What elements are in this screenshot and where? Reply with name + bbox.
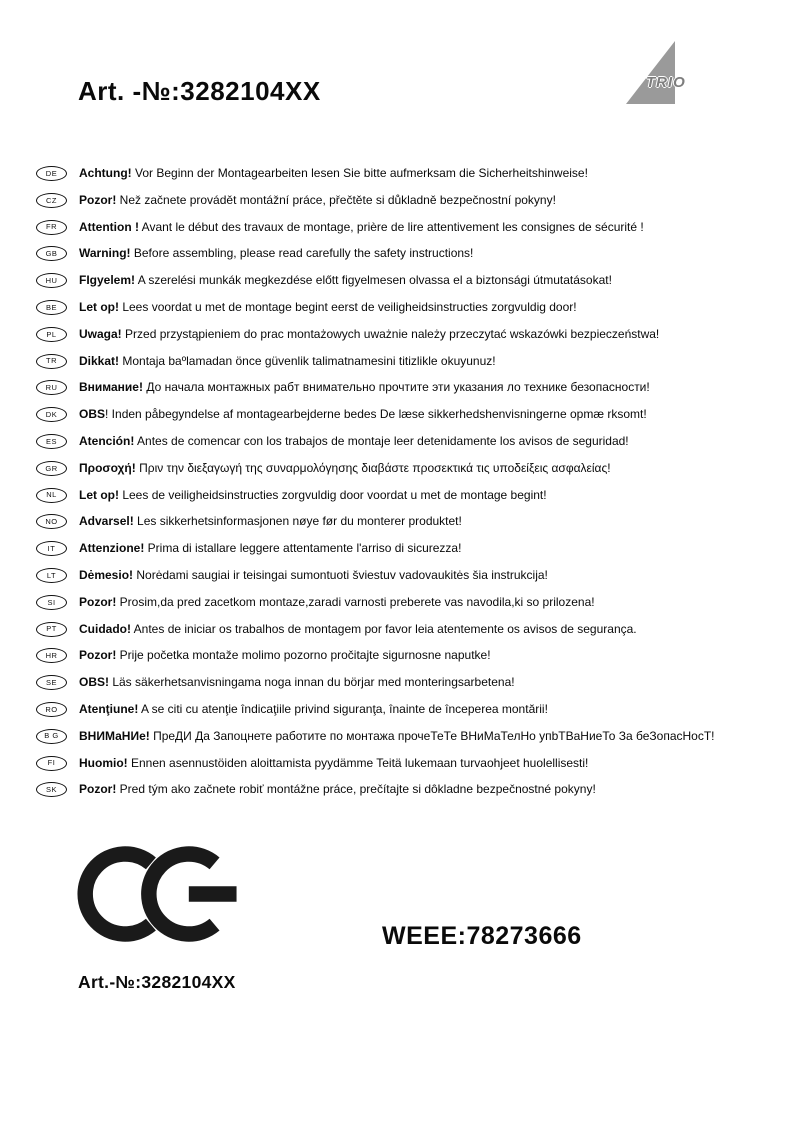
warning-lead-word: OBS — [79, 407, 106, 422]
warning-text — [79, 648, 491, 662]
trio-logo-triangle-icon — [618, 38, 718, 108]
warning-lead-word: Pozor! — [79, 594, 117, 609]
warning-text — [79, 193, 556, 207]
language-code-label: DK — [45, 409, 58, 419]
language-code-label: RU — [45, 383, 58, 393]
language-code-badge — [36, 300, 67, 315]
warning-text — [79, 407, 647, 421]
warning-body-text: Πριν την διεξαγωγή της συναρμολόγησης διαβάστε προσεκτικά τις υποδείξεις ασφαλείας! — [135, 460, 611, 475]
warning-body-text: Norėdami saugiai ir teisingai sumontuoti šviestuv vadovaukitės šia instrukcija! — [133, 567, 548, 582]
language-code-badge — [36, 327, 67, 342]
language-code-label: PT — [46, 624, 57, 634]
warning-lead-word: Attenzione! — [79, 541, 145, 556]
warning-row — [36, 354, 776, 369]
warning-lead-word: OBS! — [79, 675, 109, 690]
warning-body-text: ПреДИ Да Запоцнете работите по монтажа прочеТеТе ВНиМаТелНо упbТВаНиеТо За беЗопасНосТ! — [149, 728, 715, 743]
warning-text — [79, 595, 595, 609]
warning-row — [36, 675, 776, 690]
warning-body-text: Antes de iniciar os trabalhos de montagem por favor leia atentemente os avisos de segurança. — [131, 621, 637, 636]
language-code-label: IT — [47, 543, 56, 553]
language-code-label: B G — [44, 731, 59, 741]
warning-body-text: A se citi cu atenţie îndicaţiile privind siguranţa, înainte de începerea montării! — [138, 701, 548, 716]
warning-row — [36, 166, 776, 181]
warning-lead-word: Let op! — [79, 299, 119, 314]
warning-row — [36, 568, 776, 583]
warning-body-text: Ennen asennustöiden aloittamista pyydämme Teitä lukemaan turvaohjeet huolellisesti! — [127, 755, 589, 770]
language-code-label: HR — [45, 651, 58, 661]
warning-text — [79, 273, 612, 287]
warning-text — [79, 675, 515, 689]
warning-row — [36, 461, 776, 476]
language-code-badge — [36, 220, 67, 235]
warning-text — [79, 568, 548, 582]
trio-logo — [618, 38, 718, 108]
language-code-label: DE — [45, 168, 58, 178]
warning-body-text: Before assembling, please read carefully the safety instructions! — [130, 246, 474, 261]
weee-number: WEEE:78273666 — [382, 922, 582, 950]
language-code-label: SE — [45, 677, 57, 687]
warning-body-text: Przed przystąpieniem do prac montażowych uważnie należy przeczytać wskazówki bezpieczeństwa! — [121, 326, 660, 341]
warning-lead-word: Advarsel! — [79, 514, 134, 529]
warning-text — [79, 702, 548, 716]
warning-body-text: Montaja baºlamadan önce güvenlik talimatnamesini titizlikle okuyunuz! — [119, 353, 496, 368]
warning-text — [79, 461, 611, 475]
language-code-badge — [36, 461, 67, 476]
language-code-badge — [36, 380, 67, 395]
language-code-label: SK — [45, 785, 57, 795]
warning-text — [79, 541, 461, 555]
warning-body-text: Lees voordat u met de montage begint eerst de veiligheidsinstructies zorgvuldig door! — [119, 299, 577, 314]
warning-text — [79, 327, 659, 341]
language-code-label: TR — [46, 356, 57, 366]
warning-lead-word: Pozor! — [79, 648, 117, 663]
warning-text — [79, 434, 629, 448]
warning-body-text: Prosim,da pred zacetkom montaze,zaradi varnosti preberete vas navodila,ki so prilozena! — [116, 594, 595, 609]
warning-body-text: Než začnete provádět montážní práce, přečtěte si důkladně bezpečnostní pokyny! — [116, 192, 556, 207]
warning-text — [79, 300, 577, 314]
warning-row — [36, 246, 776, 261]
language-code-label: NO — [45, 517, 58, 527]
language-code-label: ES — [45, 436, 57, 446]
page-title-article-number: Art. -№:3282104XX — [78, 76, 321, 106]
warning-body-text: Läs säkerhetsanvisningama noga innan du börjar med monteringsarbetena! — [109, 675, 515, 690]
warning-lead-word: Warning! — [79, 246, 131, 261]
warning-lead-word: Atenţiune! — [79, 701, 139, 716]
warning-lead-word: Προσοχή! — [79, 460, 136, 475]
language-code-label: LT — [46, 570, 57, 580]
language-code-label: FI — [47, 758, 56, 768]
language-code-badge — [36, 514, 67, 529]
warning-lead-word: Pozor! — [79, 782, 117, 797]
language-code-label: NL — [46, 490, 57, 500]
warning-body-text: Lees de veiligheidsinstructies zorgvuldig door voordat u met de montage begint! — [119, 487, 547, 502]
language-code-label: SI — [47, 597, 56, 607]
language-code-badge — [36, 729, 67, 744]
warning-row — [36, 514, 776, 529]
warning-lead-word: ВНИМаНИе! — [79, 728, 150, 743]
language-code-badge — [36, 166, 67, 181]
language-code-badge — [36, 756, 67, 771]
warning-body-text: ! Inden påbegyndelse af montagearbejderne bedes De læse sikkerhedshenvisningerne opmæ rksomt! — [105, 407, 647, 422]
language-code-badge — [36, 354, 67, 369]
warning-row — [36, 488, 776, 503]
warning-text — [79, 246, 473, 260]
warning-row — [36, 782, 776, 797]
language-code-label: GR — [45, 463, 58, 473]
language-code-label: CZ — [46, 195, 57, 205]
warning-row — [36, 273, 776, 288]
language-code-badge — [36, 246, 67, 261]
trio-logo-text: TRIO — [646, 74, 686, 91]
warning-lead-word: Dėmesio! — [79, 567, 134, 582]
language-code-badge — [36, 193, 67, 208]
warning-row — [36, 434, 776, 449]
language-code-label: RO — [45, 704, 58, 714]
warning-row — [36, 193, 776, 208]
language-code-badge — [36, 782, 67, 797]
language-code-badge — [36, 273, 67, 288]
language-code-badge — [36, 434, 67, 449]
warning-lead-word: Atención! — [79, 433, 135, 448]
warning-text — [79, 729, 715, 743]
warning-text — [79, 756, 588, 770]
warning-text — [79, 782, 596, 796]
warning-list — [36, 166, 776, 809]
warning-lead-word: Attention ! — [79, 219, 139, 234]
warning-body-text: Les sikkerhetsinformasjonen nøye før du monterer produktet! — [133, 514, 462, 529]
warning-body-text: Avant le début des travaux de montage, prière de lire attentivement les consignes de sécurité ! — [138, 219, 644, 234]
warning-lead-word: Cuidado! — [79, 621, 131, 636]
warning-row — [36, 595, 776, 610]
language-code-badge — [36, 675, 67, 690]
warning-lead-word: Uwaga! — [79, 326, 122, 341]
warning-lead-word: Внимание! — [79, 380, 143, 395]
language-code-badge — [36, 595, 67, 610]
language-code-label: HU — [45, 275, 58, 285]
warning-body-text: До начала монтажных рабт внимательно прочтите эти указания ло технике безопасности! — [142, 380, 650, 395]
warning-body-text: Prima di istallare leggere attentamente l'arriso di sicurezza! — [144, 541, 462, 556]
warning-text — [79, 622, 637, 636]
warning-row — [36, 541, 776, 556]
warning-lead-word: FIgyelem! — [79, 273, 136, 288]
language-code-badge — [36, 407, 67, 422]
language-code-badge — [36, 648, 67, 663]
warning-body-text: Pred tým ako začnete robiť montážne práce, prečítajte si dôkladne bezpečnostné pokyny! — [116, 782, 596, 797]
warning-row — [36, 407, 776, 422]
warning-lead-word: Achtung! — [79, 166, 132, 180]
warning-text — [79, 514, 462, 528]
warning-row — [36, 729, 776, 744]
warning-row — [36, 327, 776, 342]
warning-lead-word: Let op! — [79, 487, 119, 502]
warning-body-text: A szerelési munkák megkezdése előtt figyelmesen olvassa el a biztonsági útmutatásokat! — [135, 273, 612, 288]
language-code-badge — [36, 488, 67, 503]
language-code-label: BE — [45, 302, 57, 312]
language-code-label: PL — [46, 329, 57, 339]
warning-row — [36, 380, 776, 395]
warning-row — [36, 300, 776, 315]
warning-text — [79, 166, 588, 180]
warning-body-text: Antes de comencar con los trabajos de montaje leer detenidamente los avisos de seguridad! — [134, 433, 629, 448]
warning-lead-word: Pozor! — [79, 192, 117, 207]
warning-lead-word: Huomio! — [79, 755, 128, 770]
warning-text — [79, 488, 547, 502]
warning-row — [36, 220, 776, 235]
ce-mark-icon — [77, 843, 237, 945]
warning-body-text: Vor Beginn der Montagearbeiten lesen Sie bitte aufmerksam die Sicherheitshinweise! — [131, 166, 588, 180]
warning-body-text: Prije početka montaže molimo pozorno pročitajte sigurnosne naputke! — [116, 648, 491, 663]
warning-row — [36, 648, 776, 663]
warning-row — [36, 702, 776, 717]
language-code-label: GB — [45, 249, 58, 259]
warning-text — [79, 354, 496, 368]
language-code-badge — [36, 568, 67, 583]
language-code-badge — [36, 702, 67, 717]
language-code-badge — [36, 622, 67, 637]
warning-row — [36, 756, 776, 771]
language-code-label: FR — [46, 222, 57, 232]
warning-row — [36, 622, 776, 637]
warning-text — [79, 220, 644, 234]
warning-text — [79, 380, 650, 394]
language-code-badge — [36, 541, 67, 556]
footer-article-number: Art.-№:3282104XX — [78, 972, 236, 992]
warning-lead-word: Dikkat! — [79, 353, 120, 368]
